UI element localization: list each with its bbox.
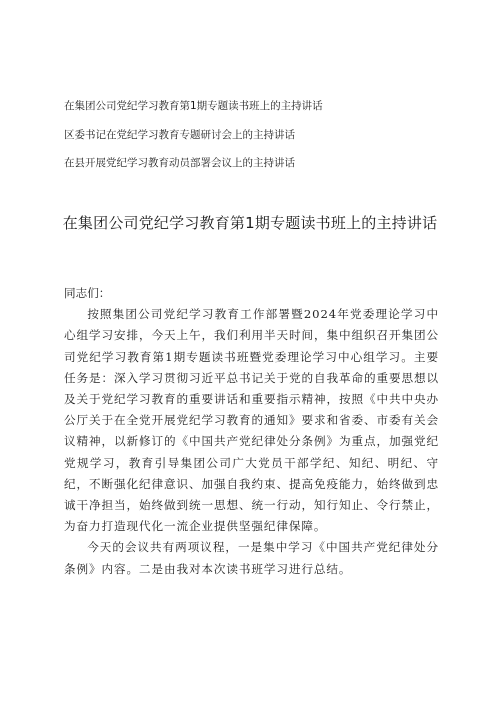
- table-of-contents: [64, 99, 464, 185]
- document-title: 在集团公司党纪学习教育第1期专题读书班上的主持讲话: [62, 214, 438, 232]
- body-paragraph: 按照集团公司党纪学习教育工作部署暨2024年党委理论学习中心组学习安排，今天上午，我们利用半天时间，集中组织召开集团公司党纪学习教育第1期专题读书班暨党委理论学习中心组学习。主要任务是：深入学习贯彻习近平总书记关于党的自我革命的重要思想以及关于党纪学习教育的重要讲话和重要指示精神，按照《中共中央办公厅关于在全党开展党纪学习教育的通知》要求和省委、市委有关会议精神，以新修订的《中国共产党纪律处分条例》为重点，加强党纪党规学习，教育引导集团公司广大党员干部学纪、知纪、明纪、守纪，不断强化纪律意识、加强自我约束、提高免疫能力，始终做到忠诚干净担当，始终做到统一思想、统一行动，知行知止、令行禁止，为奋力打造现代化一流企业提供坚强纪律保障。: [64, 307, 439, 534]
- document-body: [64, 283, 439, 580]
- toc-item: 在集团公司党纪学习教育第1期专题读书班上的主持讲话: [64, 100, 323, 112]
- toc-item: 区委书记在党纪学习教育专题研讨会上的主持讲话: [64, 128, 295, 141]
- body-paragraph: 今天的会议共有两项议程，一是集中学习《中国共产党纪律处分条例》内容。二是由我对本次读书班学习进行总结。: [64, 540, 439, 576]
- salutation: 同志们：: [64, 286, 111, 300]
- toc-item: 在县开展党纪学习教育动员部署会议上的主持讲话: [64, 157, 295, 169]
